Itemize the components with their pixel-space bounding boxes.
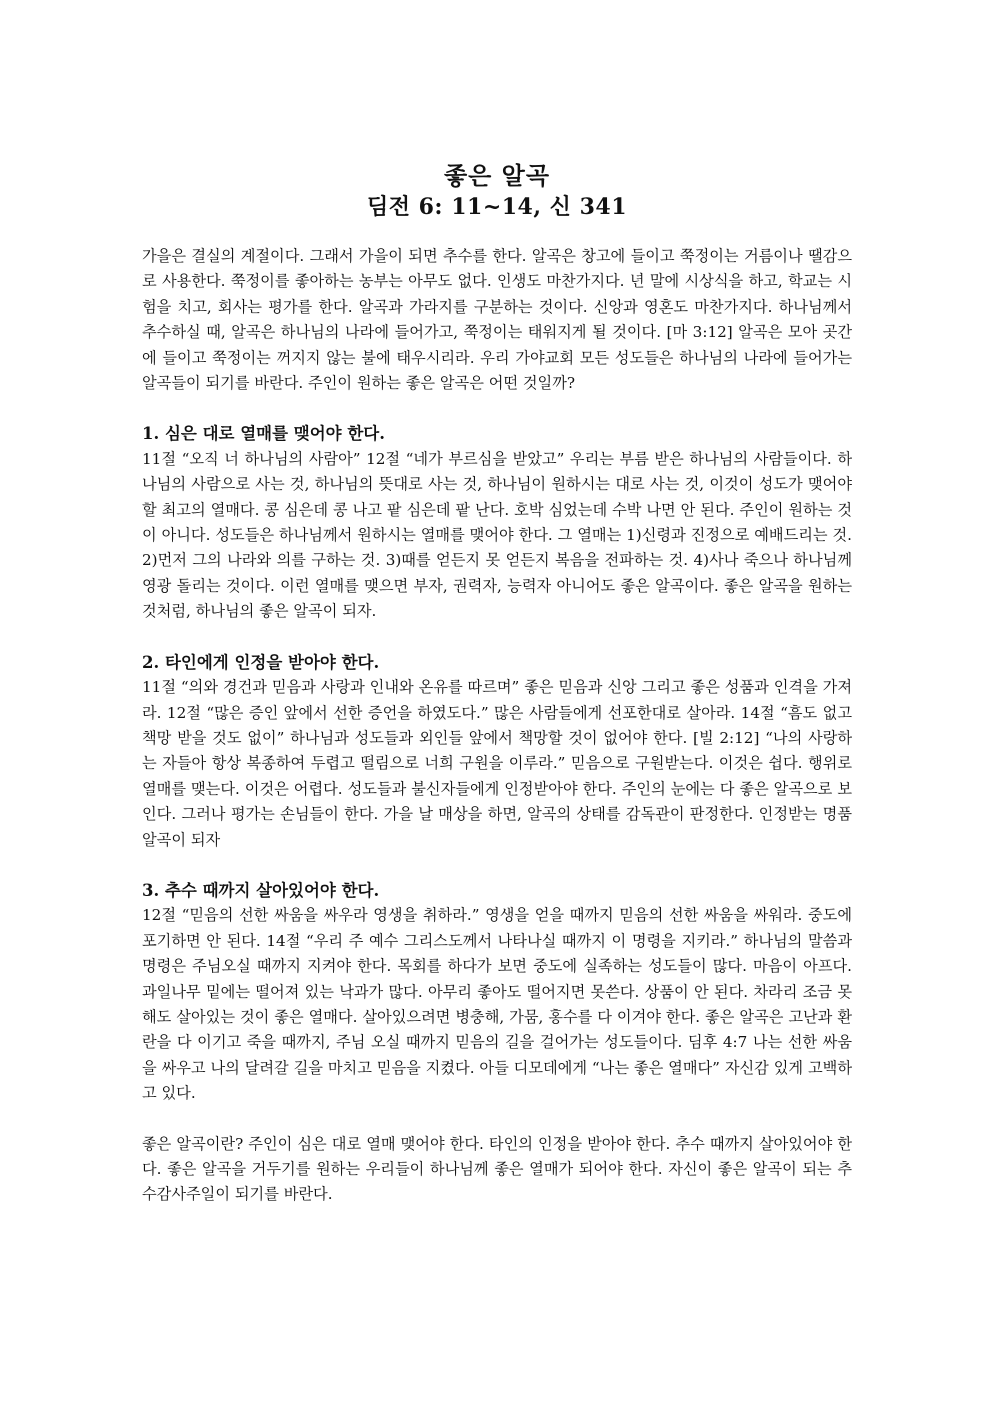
document-subtitle: 딤전 6: 11~14, 신 341: [366, 194, 628, 220]
conclusion-paragraph: 좋은 알곡이란? 주인이 심은 대로 열매 맺어야 한다. 타인의 인정을 받아야 한다. 추수 때까지 살아있어야 한다. 좋은 알곡을 거두기를 원하는 우리들이 하나님께 좋은 열매가 되어야 한다. 자신이 좋은 알곡이 되는 추수감사주일이 되기를 바란다.: [142, 1134, 852, 1204]
intro-paragraph: 가을은 결실의 계절이다. 그래서 가을이 되면 추수를 한다. 알곡은 창고에 들이고 쭉정이는 거름이나 땔감으로 사용한다. 쭉정이를 좋아하는 농부는 아무도 없다. 인생도 마찬가지다. 년 말에 시상식을 하고, 학교는 시험을 치고, 회사는 평가를 한다. 알곡과 가라지를 구분하는 것이다. 신앙과 영혼도 마찬가지다. 하나님께서 추수하실 때, 알곡은 하나님의 나라에 들어가고, 쭉정이는 태워지게 될 것이다. [마 3:12] 알곡은 모아 곳간에 들이고 쭉정이는 꺼지지 않는 불에 태우시리라. 우리 가야교회 모든 성도들은 하나님의 나라에 들어가는 알곡들이 되기를 바란다. 주인이 원하는 좋은 알곡은 어떤 것일까?: [142, 247, 852, 393]
document-title: 좋은 알곡: [443, 161, 551, 190]
section-2-heading: 2. 타인에게 인정을 받아야 한다.: [142, 652, 380, 672]
paragraph-gap: [142, 396, 852, 421]
sermon-page: [142, 160, 852, 1208]
paragraph-gap: [142, 1107, 852, 1132]
section-3-heading: 3. 추수 때까지 살아있어야 한다.: [142, 880, 380, 900]
section-2-body: 11절 “의와 경건과 믿음과 사랑과 인내와 온유를 따르며” 좋은 믿음과 신앙 그리고 좋은 성품과 인격을 가져라. 12절 “많은 증인 앞에서 선한 증언을 하였도다.” 많은 사람들에게 선포한대로 살아라. 14절 “흠도 없고 책망 받을 것도 없이” 하나님과 성도들과 외인들 앞에서 책망할 것이 없어야 한다. [빌 2:12] “나의 사랑하는 자들아 항상 복종하여 두렵고 떨림으로 너희 구원을 이루라.” 믿음으로 구원받는다. 이것은 쉽다. 행위로 열매를 맺는다. 이것은 어렵다. 성도들과 불신자들에게 인정받아야 한다. 주인의 눈에는 다 좋은 알곡으로 보인다. 그러나 평가는 손님들이 한다. 가을 날 매상을 하면, 알곡의 상태를 감독관이 판정한다. 인정받는 명품 알곡이 되자: [142, 678, 852, 849]
paragraph-gap: [142, 853, 852, 878]
section-1-heading: 1. 심은 대로 열매를 맺어야 한다.: [142, 424, 385, 444]
section-3-body: 12절 “믿음의 선한 싸움을 싸우라 영생을 취하라.” 영생을 얻을 때까지 믿음의 선한 싸움을 싸워라. 중도에 포기하면 안 된다. 14절 “우리 주 예수 그리스도께서 나타나실 때까지 이 명령을 지키라.” 하나님의 말씀과 명령은 주님오실 때까지 지켜야 한다. 목회를 하다가 보면 중도에 실족하는 성도들이 많다. 마음이 아프다. 과일나무 밑에는 떨어져 있는 낙과가 많다. 아무리 좋아도 떨어지면 못쓴다. 상품이 안 된다. 차라리 조금 못해도 살아있는 것이 좋은 열매다. 살아있으려면 병충해, 가뭄, 홍수를 다 이겨야 한다. 좋은 알곡은 고난과 환란을 다 이기고 죽을 때까지, 주님 오실 때까지 믿음의 길을 걸어가는 성도들이다. 딤후 4:7 나는 선한 싸움을 싸우고 나의 달려갈 길을 마치고 믿음을 지켰다. 아들 디모데에게 “나는 좋은 열매다” 자신감 있게 고백하고 있다.: [142, 906, 852, 1103]
paragraph-gap: [142, 625, 852, 650]
section-1-body: 11절 “오직 너 하나님의 사람아” 12절 “네가 부르심을 받았고” 우리는 부름 받은 하나님의 사람들이다. 하나님의 사람으로 사는 것, 하나님의 뜻대로 사는 것, 하나님이 원하시는 대로 사는 것, 이것이 성도가 맺어야 할 최고의 열매다. 콩 심은데 콩 나고 팥 심은데 팥 난다. 호박 심었는데 수박 나면 안 된다. 주인이 원하는 것이 아니다. 성도들은 하나님께서 원하시는 열매를 맺어야 한다. 그 열매는 1)신령과 진정으로 예배드리는 것. 2)먼저 그의 나라와 의를 구하는 것. 3)때를 얻든지 못 얻든지 복음을 전파하는 것. 4)사나 죽으나 하나님께 영광 돌리는 것이다. 이런 열매를 맺으면 부자, 권력자, 능력자 아니어도 좋은 알곡이다. 좋은 알곡을 원하는 것처럼, 하나님의 좋은 알곡이 되자.: [142, 449, 852, 621]
